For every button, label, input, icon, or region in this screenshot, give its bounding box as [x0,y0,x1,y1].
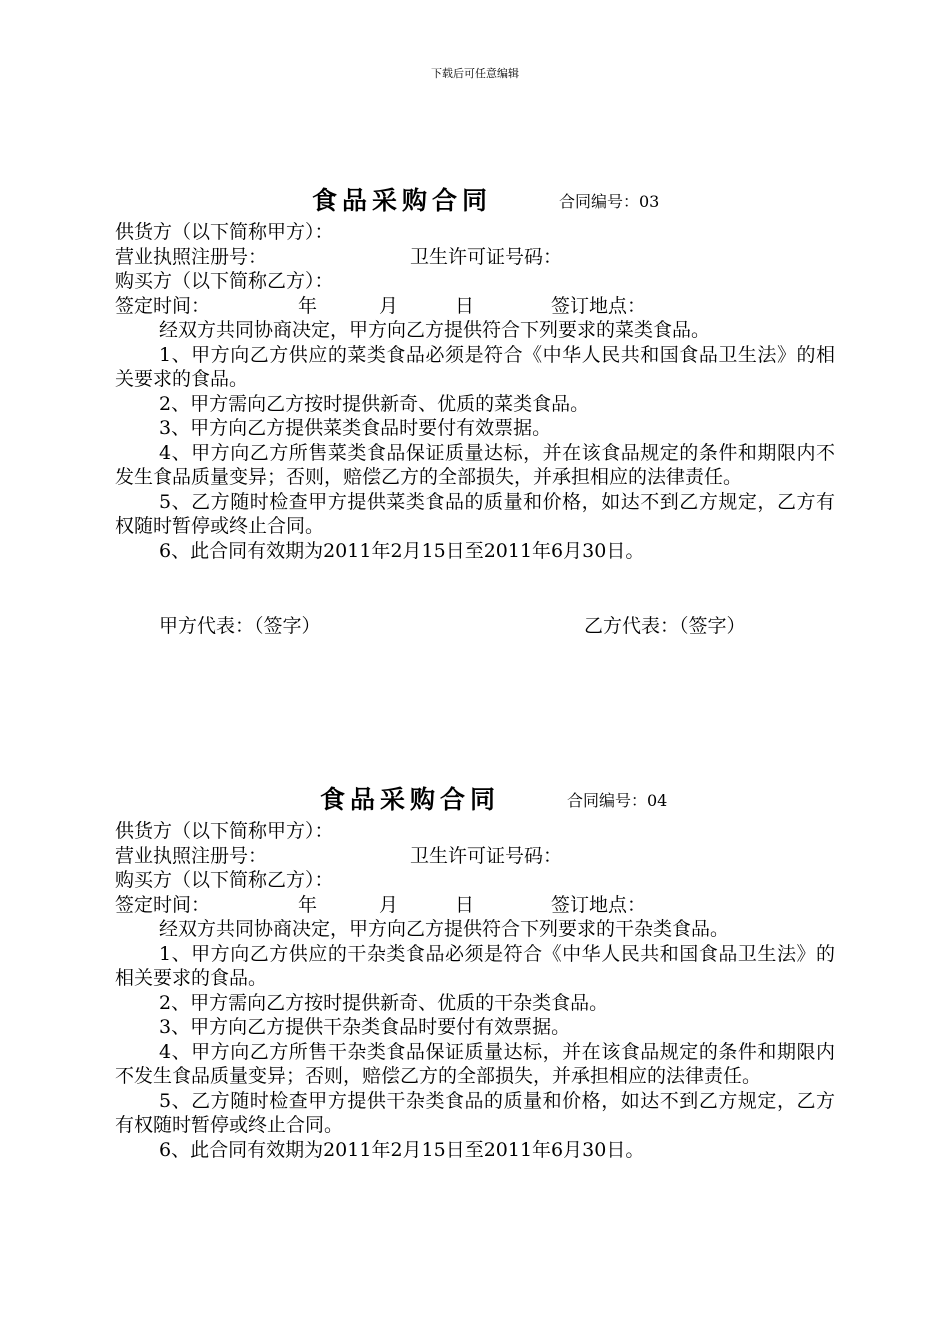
sign-time-line [115,893,835,918]
clause-6: 6、此合同有效期为2011年2月15日至2011年6月30日。 [159,539,645,562]
license-line [115,844,835,869]
contract-number: 合同编号：04 [567,791,668,810]
month-label: 月 [379,294,399,317]
license-label: 营业执照注册号： [115,844,268,867]
party-a-signature: 甲方代表：（签字） [159,615,321,637]
month-label: 月 [379,893,399,916]
contract-title: 食品采购合同 [320,785,501,814]
clause-3: 3、甲方向乙方提供菜类食品时要付有效票据。 [159,417,552,439]
clause-2: 2、甲方需向乙方按时提供新奇、优质的干杂类食品。 [159,991,609,1014]
day-label: 日 [455,893,475,916]
clause-intro: 经双方共同协商决定，甲方向乙方提供符合下列要求的干杂类食品。 [159,918,730,940]
day-label: 日 [455,294,475,317]
license-label: 营业执照注册号： [115,245,268,268]
party-b-signature: 乙方代表：（签字） [584,615,746,637]
sign-time-label: 签定时间： [115,294,211,317]
buyer-label: 购买方（以下简称乙方）： [115,270,334,292]
clause-4: 4、甲方向乙方所售菜类食品保证质量达标，并在该食品规定的条件和期限内不发生食品质量变异；否则，赔偿乙方的全部损失，并承担相应的法律责任。 [115,441,835,488]
clause-6: 6、此合同有效期为2011年2月15日至2011年6月30日。 [159,1138,645,1161]
sign-place-label: 签订地点： [551,893,647,916]
clause-intro: 经双方共同协商决定，甲方向乙方提供符合下列要求的菜类食品。 [159,319,711,341]
clause-2: 2、甲方需向乙方按时提供新奇、优质的菜类食品。 [159,392,590,415]
header-note: 下载后可任意编辑 [431,67,519,80]
supplier-line [115,819,835,844]
clause-4: 4、甲方向乙方所售干杂类食品保证质量达标，并在该食品规定的条件和期限内不发生食品质量变异；否则，赔偿乙方的全部损失，并承担相应的法律责任。 [115,1040,835,1087]
clause-1: 1、甲方向乙方供应的干杂类食品必须是符合《中华人民共和国食品卫生法》的相关要求的食品。 [115,942,835,989]
license-line [115,245,835,270]
sign-time-line [115,294,835,319]
contract-04 [115,783,835,1162]
signature-row [115,613,835,639]
buyer-line [115,868,835,893]
supplier-label: 供货方（以下简称甲方）： [115,221,334,243]
year-label: 年 [298,893,318,916]
contract-03 [115,184,835,639]
title-row [115,184,835,220]
clause-3: 3、甲方向乙方提供干杂类食品时要付有效票据。 [159,1016,571,1038]
contract-number: 合同编号：03 [559,192,660,211]
buyer-label: 购买方（以下简称乙方）： [115,869,334,891]
clause-1: 1、甲方向乙方供应的菜类食品必须是符合《中华人民共和国食品卫生法》的相关要求的食品。 [115,343,835,390]
contract-title: 食品采购合同 [312,186,493,215]
clause-5: 5、乙方随时检查甲方提供干杂类食品的质量和价格，如达不到乙方规定，乙方有权随时暂停或终止合同。 [115,1089,835,1136]
clause-5: 5、乙方随时检查甲方提供菜类食品的质量和价格，如达不到乙方规定，乙方有权随时暂停或终止合同。 [115,490,835,537]
year-label: 年 [298,294,318,317]
buyer-line [115,269,835,294]
health-permit-label: 卫生许可证号码： [410,844,563,867]
title-row [115,783,835,819]
supplier-label: 供货方（以下简称甲方）： [115,820,334,842]
sign-place-label: 签订地点： [551,294,647,317]
supplier-line [115,220,835,245]
sign-time-label: 签定时间： [115,893,211,916]
health-permit-label: 卫生许可证号码： [410,245,563,268]
